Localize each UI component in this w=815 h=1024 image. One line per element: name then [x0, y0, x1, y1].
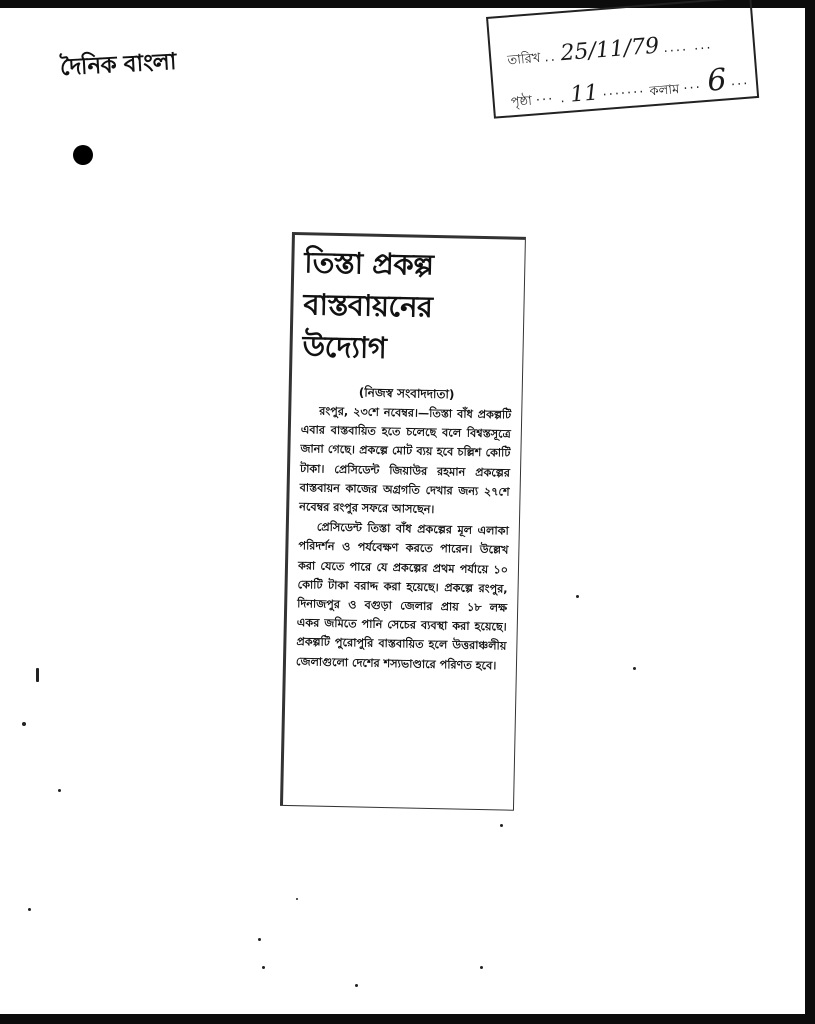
stamp-page-label: পৃষ্ঠা	[510, 93, 533, 111]
scan-speck	[355, 984, 358, 987]
scan-speck	[36, 668, 39, 682]
stamp-dots: ·······	[602, 84, 647, 104]
stamp-column-value: 6	[706, 62, 728, 99]
scan-speck	[500, 824, 503, 827]
scan-speck	[480, 966, 483, 969]
bullet-mark	[73, 145, 93, 165]
stamp-dots: ···	[730, 76, 751, 93]
stamp-dots: ··· .	[535, 90, 568, 109]
article-paragraph: প্রেসিডেন্ট তিস্তা বাঁধ প্রকল্পের মূল এলাকা পরিদর্শন ও পর্যবেক্ষণ করতে পারেন। উল্লেখ করা যেতে পারে যে প্রকল্পের প্রথম পর্যায়ে ১০ কোটি টাকা বরাদ্দ করা হয়েছে। প্রকল্পে রংপুর, দিনাজপুর ও বগুড়া জেলার প্রায় ১৮ লক্ষ একর জমিতে পানি সেচের ব্যবস্থা করা হয়েছে। প্রকল্পটি পুরোপুরি বাস্তবায়িত হলে উত্তরাঞ্চলীয় জেলাগুলো দেশের শস্যভাণ্ডারে পরিণত হবে।	[295, 520, 509, 673]
scan-speck	[262, 966, 265, 969]
stamp-page-value: 11	[569, 80, 600, 108]
scan-speck	[296, 898, 298, 900]
scan-speck	[633, 667, 636, 670]
article-headline: তিস্তা প্রকল্প বাস্তবায়নের উদ্যোগ	[302, 245, 434, 365]
scan-speck	[576, 595, 579, 598]
archive-stamp	[486, 0, 759, 119]
stamp-dots: ···	[682, 79, 709, 97]
stamp-dots: .... ...	[662, 37, 713, 57]
article-byline: (নিজস্ব সংবাদদাতা)	[358, 385, 455, 402]
scan-speck	[22, 722, 26, 726]
stamp-date-label: তারিখ	[506, 50, 541, 69]
article-paragraph: রংপুর, ২৩শে নবেম্বর।—তিস্তা বাঁধ প্রকল্পটি এবার বাস্তবায়িত হতে চলেছে বলে বিশ্বস্তসূত্রে জানা গেছে। প্রকল্পে মোট ব্যয় হবে চল্লিশ কোটি টাকা। প্রেসিডেন্ট জিয়াউর রহমান প্রকল্পের বাস্তবায়ন কাজের অগ্রগতি দেখার জন্য ২৭শে নবেম্বর রংপুর সফরে আসছেন।	[299, 404, 512, 517]
news-clipping	[280, 232, 526, 811]
scan-speck	[28, 908, 31, 911]
stamp-dots: ..	[543, 49, 558, 66]
newspaper-name: দৈনিক বাংলা	[59, 48, 177, 82]
stamp-column-label: কলাম	[649, 82, 680, 100]
scan-border-bottom	[0, 1014, 815, 1024]
scan-speck	[258, 938, 261, 941]
stamp-date-value: 25/11/79	[559, 33, 661, 67]
scan-border-right	[805, 0, 815, 1024]
article-body	[296, 401, 512, 675]
scan-speck	[58, 789, 61, 792]
